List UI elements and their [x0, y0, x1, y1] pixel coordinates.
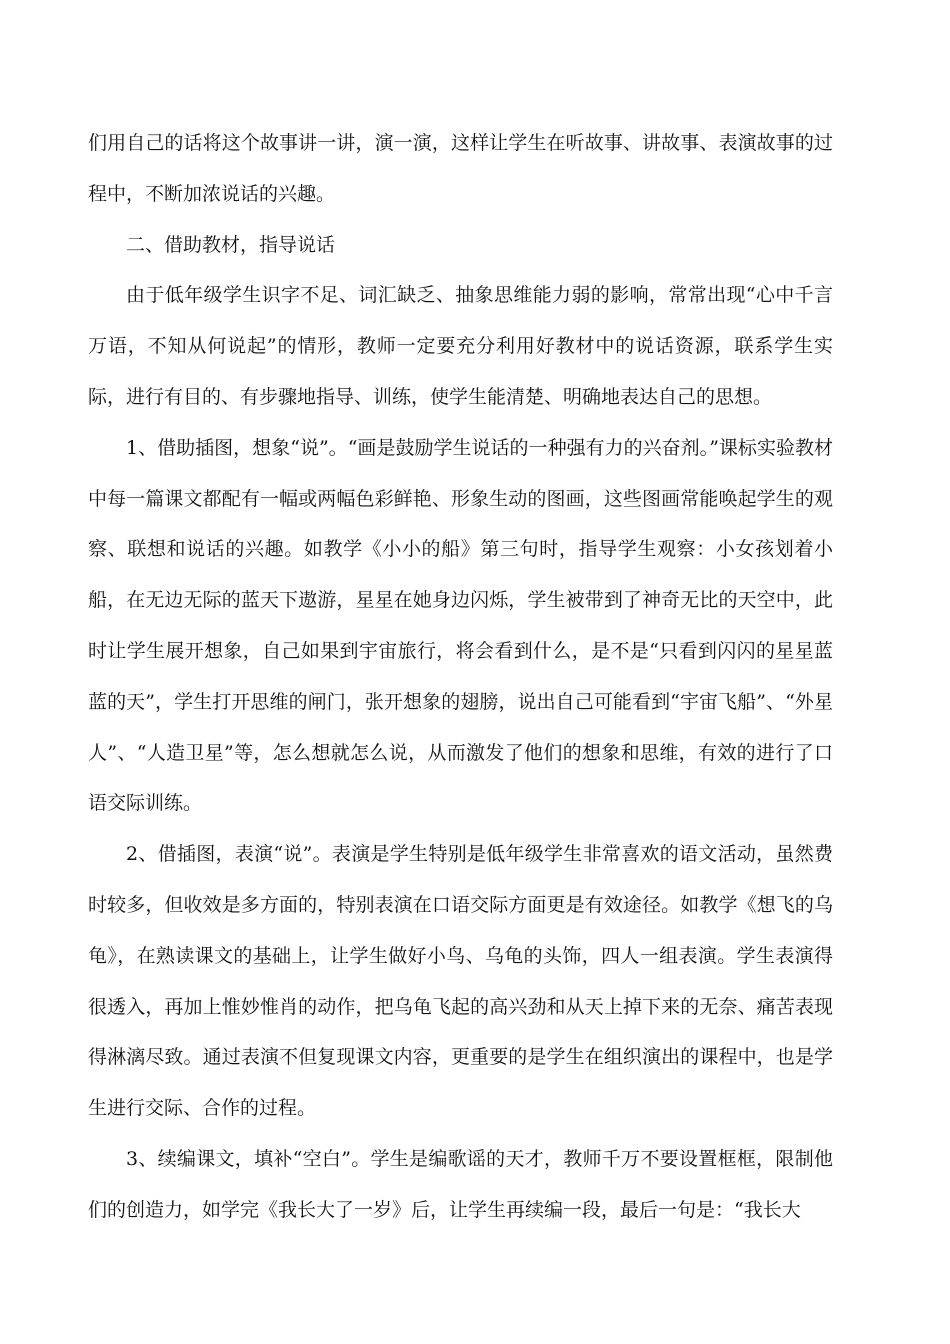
paragraph-continuation: 们用自己的话将这个故事讲一讲，演一演，这样让学生在听故事、讲故事、表演故事的过程中，不断加浓说话的兴趣。 — [88, 132, 833, 205]
paragraph-point-3: 3、续编课文，填补“空白”。学生是编歌谣的天才，教师千万不要设置框框，限制他们的创造力，如学完《我长大了一岁》后，让学生再续编一段，最后一句是：“我长大 — [88, 1147, 833, 1221]
paragraph-point-1: 1、借助插图，想象“说”。“画是鼓励学生说话的一种强有力的兴奋剂。”课标实验教材中每一篇课文都配有一幅或两幅色彩鲜艳、形象生动的图画，这些图画常能唤起学生的观察、联想和说话的兴趣。如教学《小小的船》第三句时，指导学生观察：小女孩划着小船，在无边无际的蓝天下遨游，星星在她身边闪烁，学生被带到了神奇无比的天空中，此时让学生展开想象，自己如果到宇宙旅行，将会看到什么，是不是“只看到闪闪的星星蓝蓝的天”，学生打开思维的闸门，张开想象的翅膀，说出自己可能看到“宇宙飞船”、“外星人”、“人造卫星”等，怎么想就怎么说，从而激发了他们的想象和思维，有效的进行了口语交际训练。 — [88, 436, 833, 815]
paragraph-intro: 由于低年级学生识字不足、词汇缺乏、抽象思维能力弱的影响，常常出现“心中千言万语，不知从何说起”的情形，教师一定要充分利用好教材中的说话资源，联系学生实际，进行有目的、有步骤地指导、训练，使学生能清楚、明确地表达自己的思想。 — [88, 284, 833, 408]
paragraph-point-2: 2、借插图，表演“说”。表演是学生特别是低年级学生非常喜欢的语文活动，虽然费时较多，但收效是多方面的，特别表演在口语交际方面更是有效途径。如教学《想飞的乌龟》，在熟读课文的基础上，让学生做好小鸟、乌龟的头饰，四人一组表演。学生表演得很透入，再加上惟妙惟肖的动作，把乌龟飞起的高兴劲和从天上掉下来的无奈、痛苦表现得淋漓尽致。通过表演不但复现课文内容，更重要的是学生在组织演出的课程中，也是学生进行交际、合作的过程。 — [88, 843, 833, 1120]
document-body — [88, 118, 833, 1236]
section-heading: 二、借助教材，指导说话 — [126, 233, 336, 256]
